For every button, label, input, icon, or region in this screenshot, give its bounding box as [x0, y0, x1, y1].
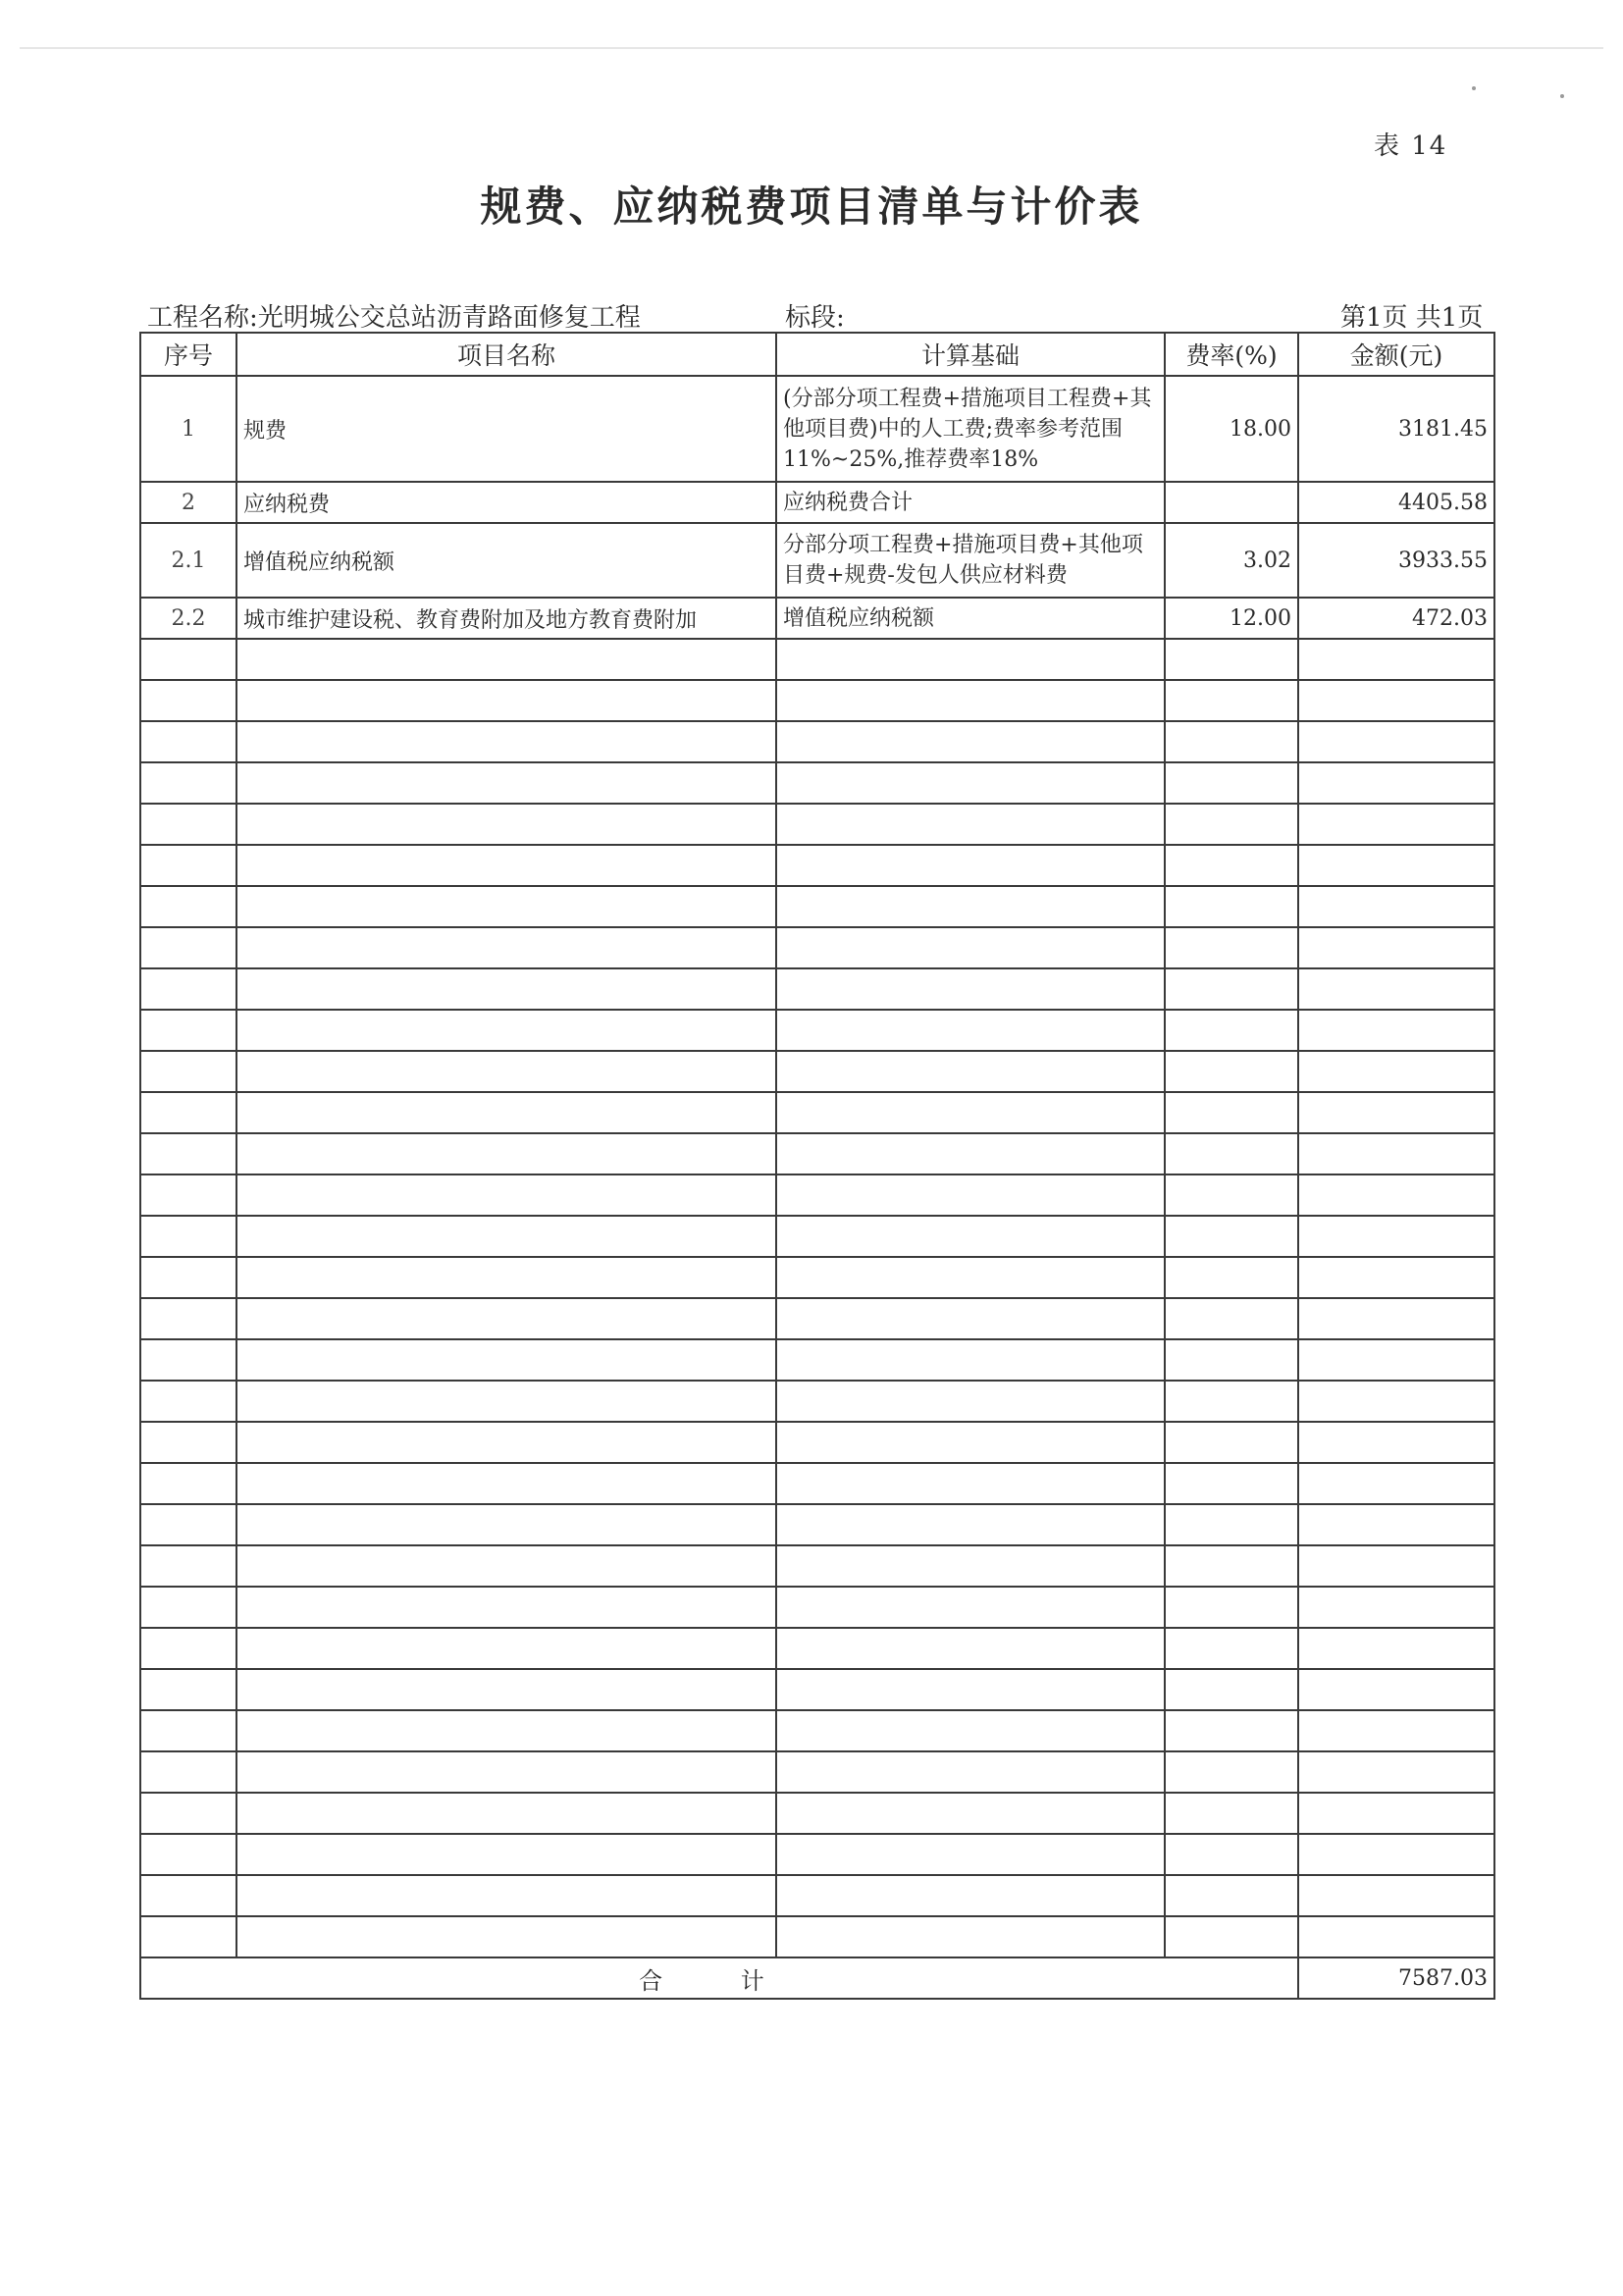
empty-table-row [140, 762, 1494, 804]
empty-cell [776, 1463, 1165, 1504]
table-row [140, 482, 1494, 523]
column-header-basis: 计算基础 [776, 333, 1165, 376]
empty-cell [1165, 1669, 1298, 1710]
empty-table-row [140, 1916, 1494, 1957]
cell-amount: 3933.55 [1298, 523, 1494, 598]
empty-cell [1298, 1381, 1494, 1422]
empty-table-row [140, 1381, 1494, 1422]
empty-table-row [140, 1587, 1494, 1628]
empty-cell [1165, 1257, 1298, 1298]
empty-cell [140, 1381, 236, 1422]
empty-cell [140, 1051, 236, 1092]
empty-cell [140, 639, 236, 680]
empty-cell [776, 845, 1165, 886]
empty-cell [140, 1463, 236, 1504]
empty-cell [1165, 1463, 1298, 1504]
empty-cell [236, 886, 776, 927]
empty-cell [1165, 680, 1298, 721]
empty-cell [776, 1216, 1165, 1257]
empty-cell [776, 804, 1165, 845]
scan-speck [1560, 94, 1564, 98]
empty-cell [1298, 1587, 1494, 1628]
cell-amount: 4405.58 [1298, 482, 1494, 523]
empty-cell [140, 845, 236, 886]
empty-table-row [140, 968, 1494, 1010]
empty-cell [140, 1793, 236, 1834]
empty-table-row [140, 1010, 1494, 1051]
empty-cell [776, 680, 1165, 721]
empty-cell [1165, 1339, 1298, 1381]
empty-table-row [140, 886, 1494, 927]
page-title: 规费、应纳税费项目清单与计价表 [480, 183, 1143, 231]
empty-cell [776, 1298, 1165, 1339]
empty-cell [776, 1257, 1165, 1298]
empty-cell [236, 1669, 776, 1710]
empty-cell [236, 1216, 776, 1257]
empty-cell [1165, 845, 1298, 886]
empty-cell [776, 1875, 1165, 1916]
empty-cell [236, 721, 776, 762]
empty-cell [140, 1916, 236, 1957]
cell-basis: 增值税应纳税额 [776, 598, 1165, 639]
empty-cell [236, 1875, 776, 1916]
empty-cell [236, 639, 776, 680]
empty-cell [776, 1545, 1165, 1587]
empty-cell [1165, 1834, 1298, 1875]
cell-rate: 18.00 [1165, 376, 1298, 482]
empty-cell [1165, 927, 1298, 968]
section-label: 标段: [785, 303, 845, 333]
empty-cell [776, 1587, 1165, 1628]
empty-cell [1298, 1051, 1494, 1092]
empty-cell [776, 1010, 1165, 1051]
empty-cell [1298, 1628, 1494, 1669]
empty-cell [776, 927, 1165, 968]
empty-cell [1298, 680, 1494, 721]
empty-table-row [140, 1339, 1494, 1381]
empty-cell [1298, 639, 1494, 680]
empty-cell [1298, 1463, 1494, 1504]
empty-cell [1298, 1751, 1494, 1793]
empty-table-row [140, 804, 1494, 845]
empty-cell [1165, 1587, 1298, 1628]
empty-cell [236, 927, 776, 968]
empty-table-row [140, 1834, 1494, 1875]
empty-cell [1298, 1545, 1494, 1587]
cell-name: 增值税应纳税额 [236, 523, 776, 598]
empty-table-row [140, 721, 1494, 762]
total-label: 合 计 [140, 1957, 1298, 1999]
empty-cell [776, 1133, 1165, 1174]
empty-cell [1298, 1875, 1494, 1916]
empty-cell [236, 1010, 776, 1051]
empty-cell [1298, 1504, 1494, 1545]
empty-cell [1165, 968, 1298, 1010]
empty-cell [140, 927, 236, 968]
empty-cell [140, 1092, 236, 1133]
empty-cell [236, 845, 776, 886]
empty-table-row [140, 1545, 1494, 1587]
empty-cell [776, 1051, 1165, 1092]
empty-cell [140, 1669, 236, 1710]
empty-cell [236, 804, 776, 845]
empty-table-row [140, 1463, 1494, 1504]
empty-cell [1165, 1628, 1298, 1669]
empty-table-row [140, 1174, 1494, 1216]
empty-cell [140, 886, 236, 927]
empty-cell [140, 1587, 236, 1628]
cell-basis: (分部分项工程费+措施项目工程费+其他项目费)中的人工费;费率参考范围11%~25%,推荐费率18% [776, 376, 1165, 482]
empty-cell [776, 1628, 1165, 1669]
empty-cell [1298, 1174, 1494, 1216]
empty-table-row [140, 1504, 1494, 1545]
column-header-rate: 费率(%) [1165, 333, 1298, 376]
empty-cell [236, 1504, 776, 1545]
empty-table-row [140, 1133, 1494, 1174]
empty-cell [236, 1793, 776, 1834]
empty-cell [140, 1298, 236, 1339]
empty-cell [1165, 1174, 1298, 1216]
empty-cell [1298, 886, 1494, 927]
cell-name: 应纳税费 [236, 482, 776, 523]
empty-cell [776, 762, 1165, 804]
empty-cell [1298, 1257, 1494, 1298]
empty-cell [1298, 1834, 1494, 1875]
empty-cell [776, 1834, 1165, 1875]
cell-seq: 2.1 [140, 523, 236, 598]
empty-cell [1165, 804, 1298, 845]
empty-cell [1165, 1793, 1298, 1834]
empty-cell [140, 1422, 236, 1463]
empty-cell [236, 1092, 776, 1133]
empty-cell [776, 968, 1165, 1010]
empty-cell [140, 1628, 236, 1669]
empty-cell [236, 968, 776, 1010]
empty-cell [1165, 1504, 1298, 1545]
empty-cell [1298, 1133, 1494, 1174]
total-row [140, 1957, 1494, 1999]
project-name: 工程名称:光明城公交总站沥青路面修复工程 [147, 303, 641, 333]
cell-rate [1165, 482, 1298, 523]
empty-cell [236, 1545, 776, 1587]
table-row [140, 598, 1494, 639]
column-header-name: 项目名称 [236, 333, 776, 376]
total-amount: 7587.03 [1298, 1957, 1494, 1999]
empty-cell [1165, 762, 1298, 804]
cell-basis: 应纳税费合计 [776, 482, 1165, 523]
page-indicator: 第1页 共1页 [1340, 303, 1484, 333]
empty-cell [1165, 1010, 1298, 1051]
empty-cell [236, 1710, 776, 1751]
empty-cell [236, 1422, 776, 1463]
empty-cell [140, 968, 236, 1010]
empty-cell [776, 1422, 1165, 1463]
empty-cell [1165, 721, 1298, 762]
empty-cell [1165, 1751, 1298, 1793]
empty-cell [1165, 1092, 1298, 1133]
cell-rate: 12.00 [1165, 598, 1298, 639]
empty-cell [1298, 1216, 1494, 1257]
empty-cell [140, 762, 236, 804]
empty-cell [776, 1504, 1165, 1545]
empty-cell [236, 1298, 776, 1339]
empty-cell [1165, 1916, 1298, 1957]
table-row [140, 523, 1494, 598]
empty-cell [776, 1339, 1165, 1381]
cell-seq: 1 [140, 376, 236, 482]
empty-cell [140, 1133, 236, 1174]
empty-table-row [140, 1298, 1494, 1339]
empty-table-row [140, 1710, 1494, 1751]
empty-cell [236, 1834, 776, 1875]
table-header-row [140, 333, 1494, 376]
empty-cell [140, 1834, 236, 1875]
empty-cell [1165, 1710, 1298, 1751]
empty-cell [1165, 1422, 1298, 1463]
empty-cell [1298, 927, 1494, 968]
empty-cell [140, 1339, 236, 1381]
table-row [140, 376, 1494, 482]
empty-cell [1165, 1216, 1298, 1257]
column-header-seq: 序号 [140, 333, 236, 376]
empty-cell [236, 680, 776, 721]
table-number-label: 表 14 [1374, 131, 1448, 161]
empty-cell [1298, 804, 1494, 845]
empty-cell [140, 1710, 236, 1751]
empty-table-row [140, 927, 1494, 968]
empty-cell [140, 1174, 236, 1216]
empty-cell [776, 721, 1165, 762]
empty-cell [140, 804, 236, 845]
cell-name: 规费 [236, 376, 776, 482]
empty-cell [1165, 639, 1298, 680]
cell-seq: 2 [140, 482, 236, 523]
cell-amount: 3181.45 [1298, 376, 1494, 482]
empty-cell [1298, 1339, 1494, 1381]
empty-table-row [140, 1216, 1494, 1257]
empty-cell [236, 1051, 776, 1092]
empty-cell [1165, 1133, 1298, 1174]
empty-table-row [140, 639, 1494, 680]
empty-cell [236, 1463, 776, 1504]
scan-top-edge [20, 47, 1603, 49]
empty-cell [1298, 1298, 1494, 1339]
empty-cell [1298, 1669, 1494, 1710]
empty-cell [1165, 1381, 1298, 1422]
empty-cell [236, 1339, 776, 1381]
empty-cell [236, 1257, 776, 1298]
empty-cell [236, 1133, 776, 1174]
empty-cell [140, 1216, 236, 1257]
empty-cell [776, 1174, 1165, 1216]
empty-cell [1298, 1793, 1494, 1834]
empty-table-row [140, 1628, 1494, 1669]
empty-table-row [140, 680, 1494, 721]
empty-cell [776, 1381, 1165, 1422]
empty-cell [776, 1710, 1165, 1751]
empty-table-row [140, 1751, 1494, 1793]
empty-cell [236, 1751, 776, 1793]
empty-cell [1165, 1051, 1298, 1092]
empty-table-row [140, 1669, 1494, 1710]
empty-cell [1165, 886, 1298, 927]
empty-table-row [140, 1051, 1494, 1092]
empty-cell [236, 762, 776, 804]
empty-cell [1298, 1010, 1494, 1051]
empty-cell [1165, 1875, 1298, 1916]
empty-cell [776, 1793, 1165, 1834]
cell-name: 城市维护建设税、教育费附加及地方教育费附加 [236, 598, 776, 639]
empty-cell [236, 1174, 776, 1216]
empty-table-row [140, 1875, 1494, 1916]
scan-speck [1472, 86, 1476, 90]
empty-table-row [140, 1257, 1494, 1298]
empty-cell [776, 639, 1165, 680]
empty-cell [140, 1545, 236, 1587]
empty-cell [776, 886, 1165, 927]
empty-table-row [140, 1793, 1494, 1834]
cell-seq: 2.2 [140, 598, 236, 639]
empty-cell [776, 1092, 1165, 1133]
empty-cell [1165, 1545, 1298, 1587]
empty-cell [140, 1257, 236, 1298]
empty-cell [140, 721, 236, 762]
empty-cell [776, 1669, 1165, 1710]
empty-cell [776, 1751, 1165, 1793]
cell-rate: 3.02 [1165, 523, 1298, 598]
empty-cell [236, 1628, 776, 1669]
empty-cell [1298, 762, 1494, 804]
cell-basis: 分部分项工程费+措施项目费+其他项目费+规费-发包人供应材料费 [776, 523, 1165, 598]
empty-cell [1298, 721, 1494, 762]
empty-cell [776, 1916, 1165, 1957]
empty-cell [236, 1587, 776, 1628]
empty-cell [140, 1751, 236, 1793]
empty-cell [1298, 1422, 1494, 1463]
fee-tax-table [139, 332, 1495, 2000]
empty-cell [1298, 968, 1494, 1010]
empty-table-row [140, 1422, 1494, 1463]
column-header-amount: 金额(元) [1298, 333, 1494, 376]
empty-cell [140, 680, 236, 721]
empty-cell [236, 1381, 776, 1422]
empty-cell [140, 1875, 236, 1916]
cell-amount: 472.03 [1298, 598, 1494, 639]
empty-cell [140, 1504, 236, 1545]
empty-cell [1298, 1710, 1494, 1751]
empty-table-row [140, 1092, 1494, 1133]
empty-cell [1165, 1298, 1298, 1339]
empty-cell [1298, 1916, 1494, 1957]
empty-cell [140, 1010, 236, 1051]
empty-table-row [140, 845, 1494, 886]
empty-cell [1298, 845, 1494, 886]
empty-cell [236, 1916, 776, 1957]
empty-cell [1298, 1092, 1494, 1133]
